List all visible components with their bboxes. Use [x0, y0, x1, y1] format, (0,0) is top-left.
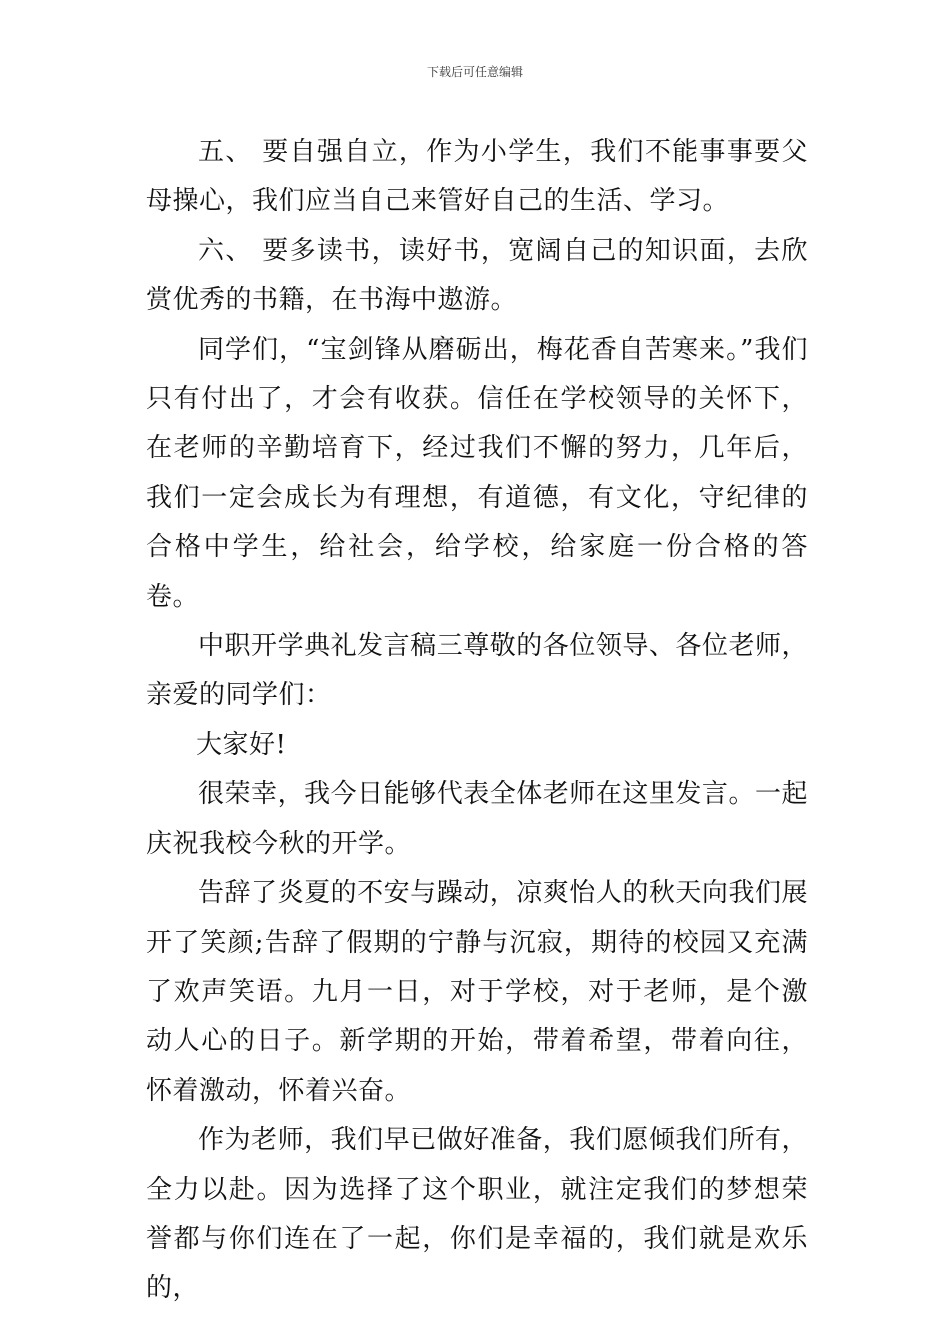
greeting-line: 大家好!	[196, 729, 287, 760]
paragraph: 同学们，“宝剑锋从磨砺出，梅花香自苦寒来。”我们只有付出了，才会有收获。信任在学校领导的关怀下，在老师的辛勤培育下，经过我们不懈的努力，几年后，我们一定会成长为有理想，有道德，有文化，守纪律的合格中学生，给社会，给学校，给家庭一份合格的答卷。	[146, 334, 808, 612]
paragraph: 告辞了炎夏的不安与躁动，凉爽怡人的秋天向我们展开了笑颜;告辞了假期的宁静与沉寂，期待的校园又充满了欢声笑语。九月一日，对于学校，对于老师，是个激动人心的日子。新学期的开始，带着希望，带着向往，怀着激动，怀着兴奋。	[146, 878, 808, 1106]
paragraph: 很荣幸，我今日能够代表全体老师在这里发言。一起庆祝我校今秋的开学。	[146, 779, 808, 859]
paragraph: 中职开学典礼发言稿三尊敬的各位领导、各位老师，亲爱的同学们：	[146, 631, 808, 711]
page-header-note: 下载后可任意编辑	[426, 65, 523, 79]
paragraph: 六、 要多读书，读好书，宽阔自己的知识面，去欣赏优秀的书籍，在书海中遨游。	[146, 235, 808, 316]
paragraph: 作为老师，我们早已做好准备，我们愿倾我们所有，全力以赴。因为选择了这个职业，就注定我们的梦想荣誉都与你们连在了一起，你们是幸福的，我们就是欢乐的，	[146, 1125, 808, 1304]
document-body	[146, 128, 808, 1314]
paragraph: 五、 要自强自立，作为小学生，我们不能事事要父母操心，我们应当自己来管好自己的生活、学习。	[146, 137, 808, 217]
